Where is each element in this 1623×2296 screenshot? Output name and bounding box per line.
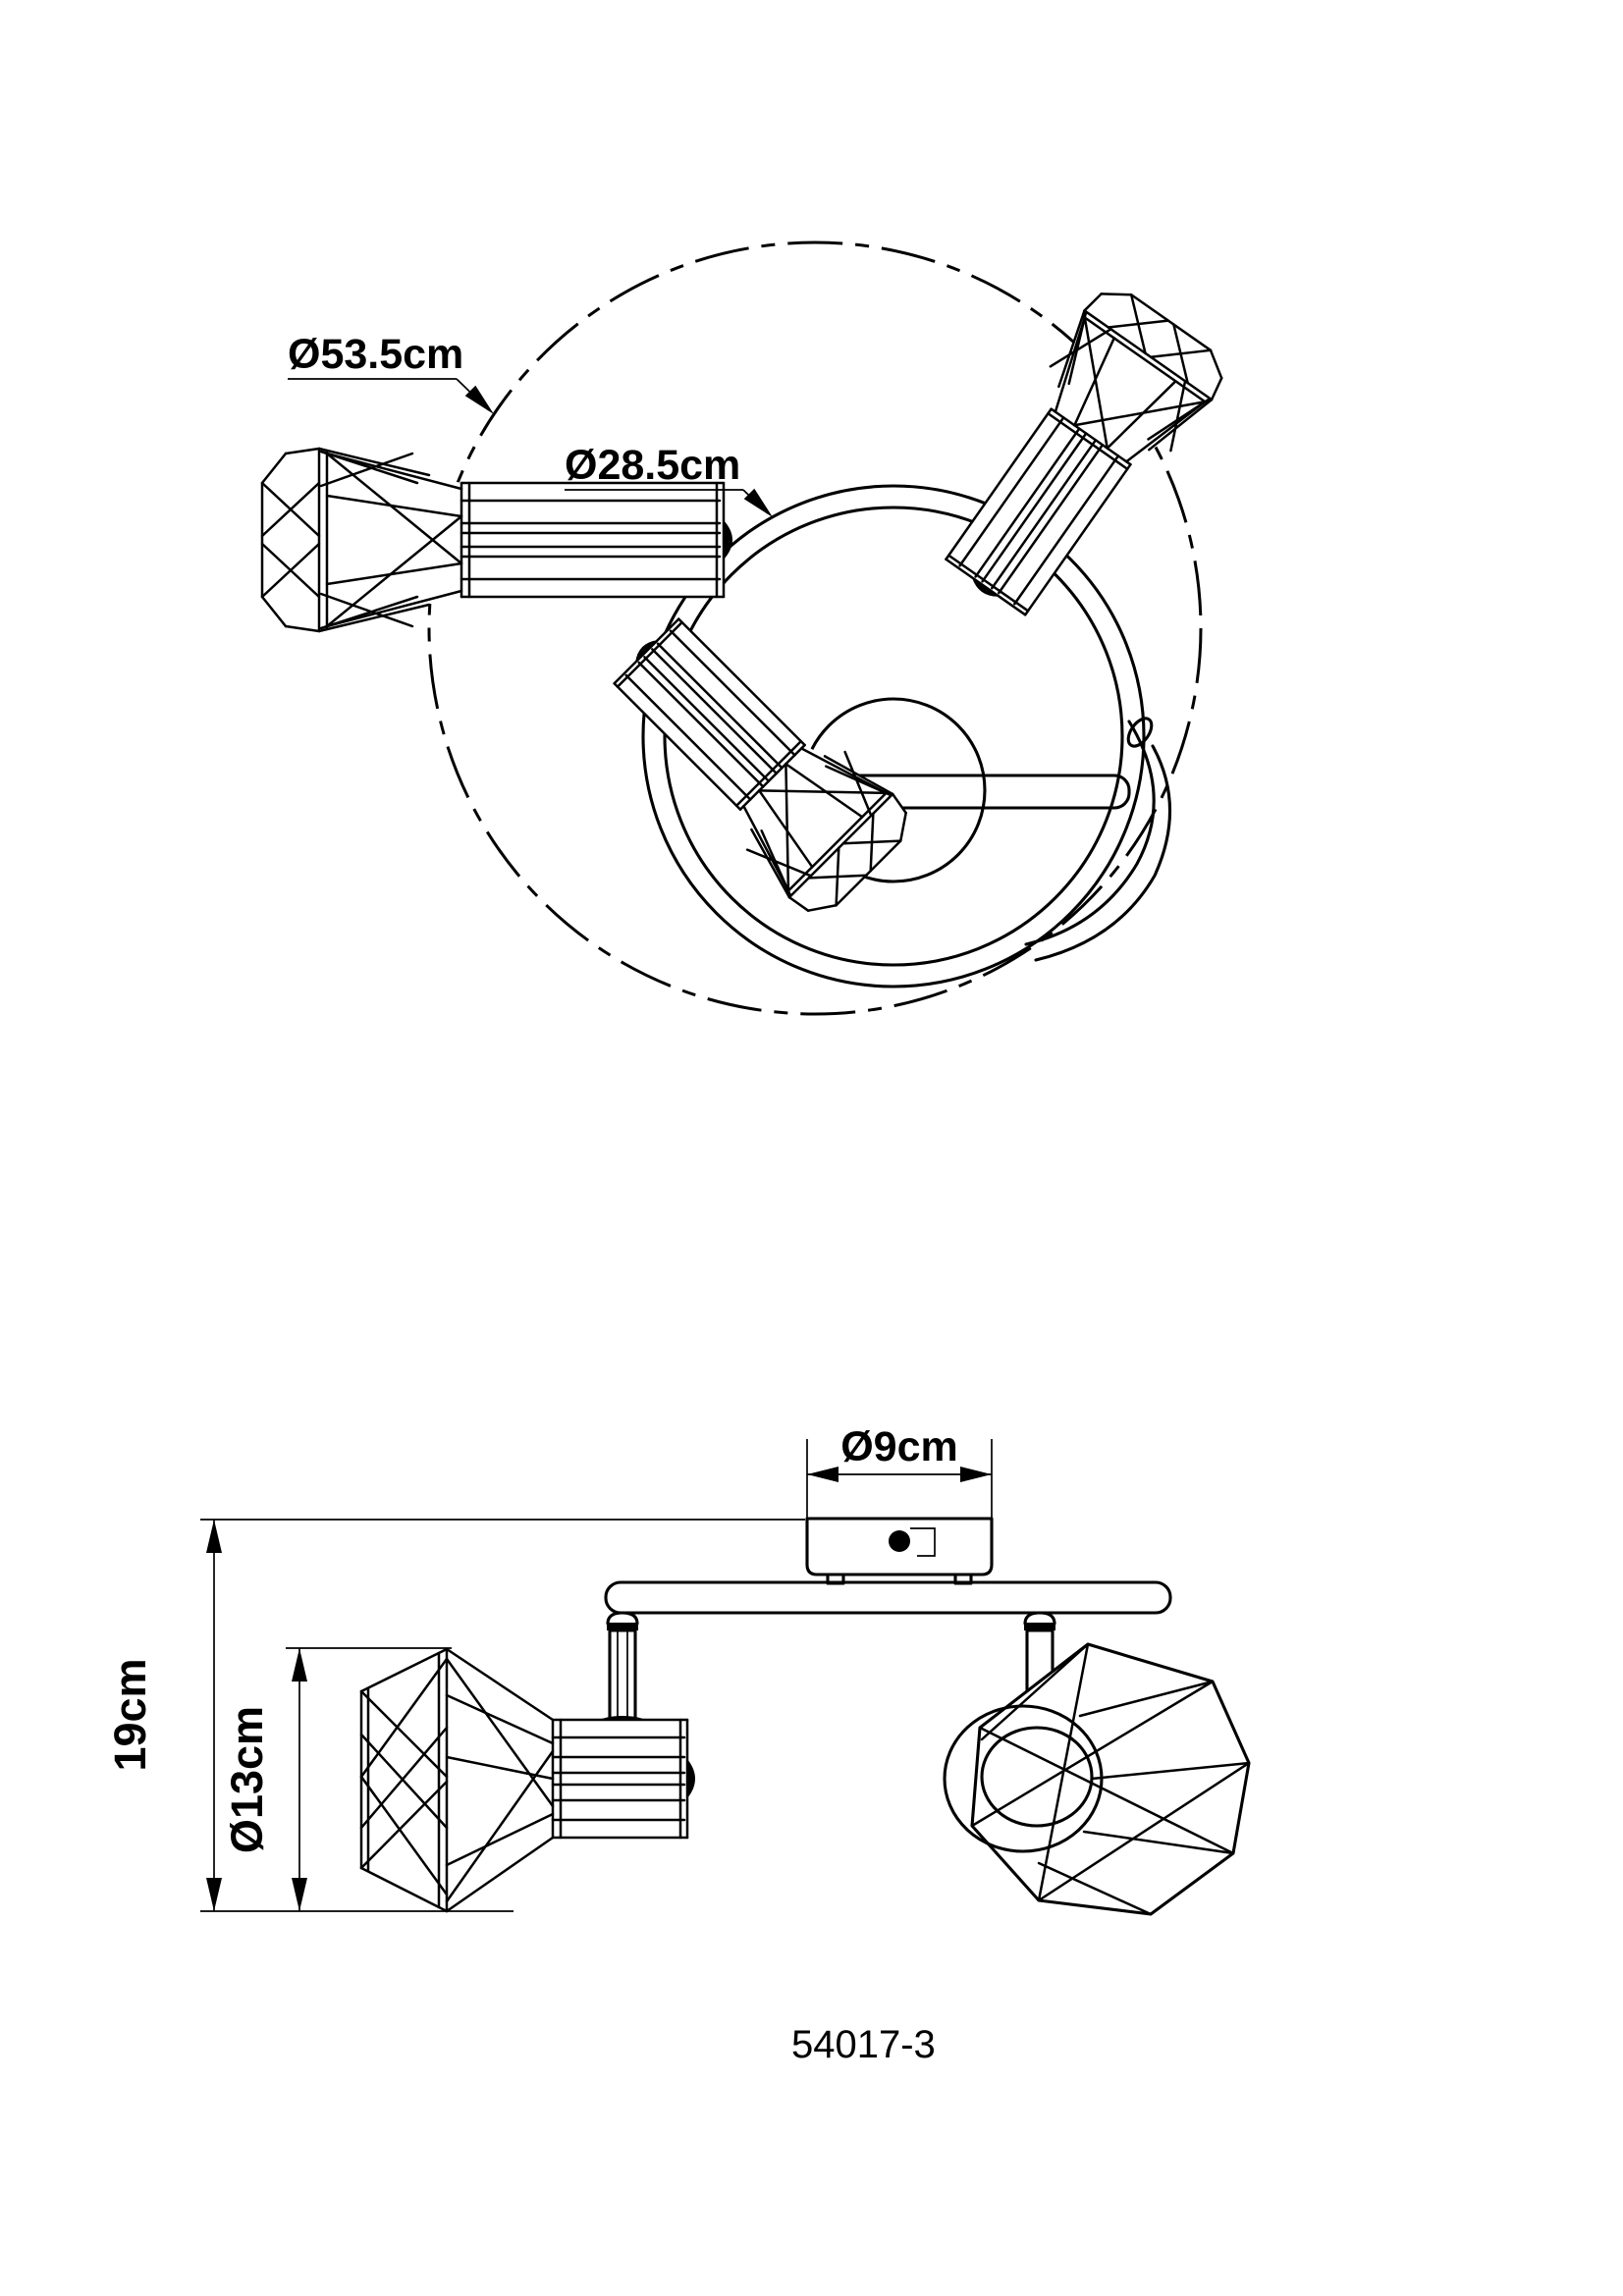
shade-top-right-plan [918, 278, 1234, 636]
leader-arrowhead [465, 386, 494, 414]
product-code: 54017-3 [791, 2023, 936, 2066]
canopy-diameter-label: Ø9cm [840, 1423, 958, 1470]
left-stem [595, 1613, 650, 1734]
shade-right-side [945, 1644, 1249, 1914]
shade-bottom-right-plan [591, 596, 921, 926]
lamp-socket [687, 1759, 695, 1798]
side-view [105, 1423, 1249, 1914]
shade-diameter-label: Ø13cm [222, 1705, 272, 1854]
shade-left-side [361, 1649, 695, 1911]
mounting-rail [606, 1582, 1170, 1613]
top-view [262, 242, 1234, 1014]
arm-circle-diameter-label: Ø28.5cm [565, 442, 741, 489]
height-label: 19cm [105, 1658, 155, 1772]
overall-diameter-label: Ø53.5cm [288, 331, 464, 378]
overall-diameter-dimension [288, 331, 494, 414]
canopy-diameter-dimension [807, 1423, 992, 1518]
leader-arrowhead [744, 489, 773, 517]
canopy-screw [889, 1530, 910, 1552]
canopy-side [807, 1519, 992, 1583]
